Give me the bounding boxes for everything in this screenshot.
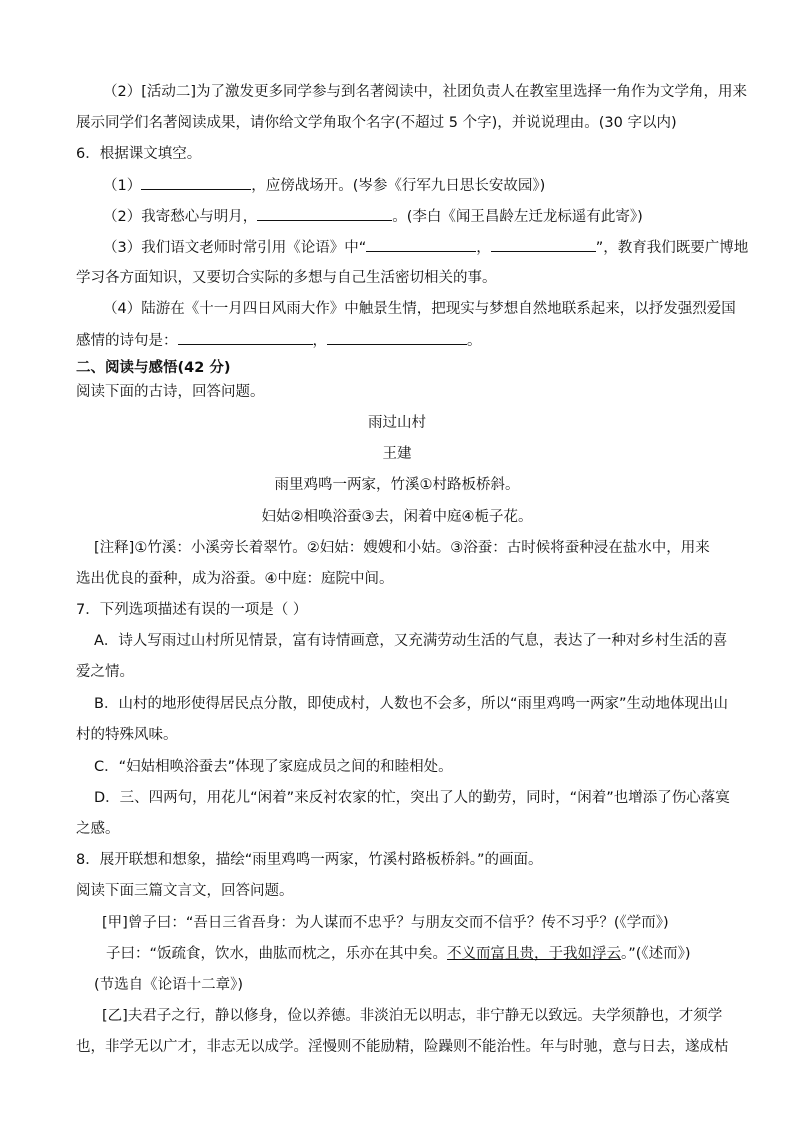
- classical-yi-line1: [乙]夫君子之行，静以修身，俭以养德。非淡泊无以明志，非宁静无以致远。夫学须静也，才须学: [102, 1008, 723, 1024]
- underlined-sentence: 不义而富且贵，于我如浮云: [447, 946, 622, 962]
- classical-jia-text: 子曰：“饭疏食，饮水，曲肱而枕之，乐亦在其中矣。: [106, 946, 448, 962]
- poem-notes-line2: 选出优良的蚕种，成为浴蚕。④中庭：庭院中间。: [76, 571, 394, 587]
- q6-item1: [103, 175, 545, 196]
- answer-blank-1[interactable]: [141, 175, 251, 190]
- poem-line1: 雨里鸡鸣一两家，竹溪①村路板桥斜。: [274, 477, 520, 493]
- q6-item1-suffix: ，应傍战场开。(岑参《行军九日思长安故园》): [251, 178, 546, 194]
- classical-jia-source: 。”(《述而》): [621, 946, 691, 962]
- q6-item4-line2: [76, 330, 482, 351]
- q6-item3-prefix: （3）我们语文老师时常引用《论语》中“: [103, 240, 367, 256]
- q5-2-line2: 展示同学们名著阅读成果，请你给文学角取个名字(不超过 5 个字)，并说说理由。(30 字以内): [76, 115, 677, 131]
- q6-item3-middle: ，: [476, 240, 491, 256]
- q6-item3: [103, 237, 748, 258]
- q6-item2-suffix: 。(李白《闻王昌龄左迁龙标遥有此寄》): [392, 209, 643, 225]
- classical-source: (节选自《论语十二章》): [94, 977, 244, 993]
- q7-option-d-line2: 之感。: [76, 821, 120, 837]
- poem-line2: 妇姑②相唤浴蚕③去，闲着中庭④栀子花。: [261, 509, 533, 525]
- q6-item3-suffix: ”，教育我们既要广博地: [595, 240, 749, 256]
- q8-stem: 8．展开联想和想象，描绘“雨里鸡鸣一两家，竹溪村路板桥斜。”的画面。: [76, 852, 543, 868]
- answer-blank-4b[interactable]: [327, 330, 467, 345]
- answer-blank-3a[interactable]: [366, 237, 476, 252]
- q7-option-a-line1[interactable]: A．诗人写雨过山村所见情景，富有诗情画意，又充满劳动生活的气息，表达了一种对乡村生活的喜: [94, 633, 728, 649]
- q7-option-b-line2: 村的特殊风味。: [76, 727, 178, 743]
- q5-2-line1: （2）[活动二]为了激发更多同学参与到名著阅读中，社团负责人在教室里选择一角作为文学角，用来: [103, 84, 748, 100]
- q6-item3-line2: 学习各方面知识，又要切合实际的多想与自己生活密切相关的事。: [76, 270, 497, 286]
- q7-option-b-line1[interactable]: B．山村的地形使得居民点分散，即使成村，人数也不会多，所以“雨里鸡鸣一两家”生动地体现出山: [94, 696, 728, 712]
- q7-option-c[interactable]: C．“妇姑相唤浴蚕去”体现了家庭成员之间的和睦相处。: [94, 759, 453, 775]
- section-intro: 阅读下面的古诗，回答问题。: [76, 384, 265, 400]
- q7-option-d-line1[interactable]: D．三、四两句，用花儿“闲着”来反衬农家的忙，突出了人的勤劳，同时，“闲着”也增添了伤心落寞: [94, 790, 730, 806]
- q7-stem: 7．下列选项描述有误的一项是（ ）: [76, 602, 308, 618]
- answer-blank-3b[interactable]: [491, 237, 596, 252]
- section-heading: 二、阅读与感悟(42 分): [76, 360, 231, 376]
- classical-jia-line2: [106, 944, 691, 964]
- poem-author: 王建: [382, 446, 412, 462]
- q6-item4-suffix: 。: [467, 333, 482, 349]
- answer-blank-2[interactable]: [257, 206, 392, 221]
- q6-item2: [103, 206, 643, 227]
- q6-item4-line1: （4）陆游在《十一月四日风雨大作》中触景生情，把现实与梦想自然地联系起来，以抒发强烈爱国: [103, 301, 736, 317]
- q6-item2-prefix: （2）我寄愁心与明月，: [103, 209, 258, 225]
- q7-option-a-line2: 爱之情。: [76, 664, 134, 680]
- poem-notes-line1: [注释]①竹溪：小溪旁长着翠竹。②妇姑：嫂嫂和小姑。③浴蚕：古时候将蚕种浸在盐水中，用来: [94, 540, 710, 556]
- q6-item1-prefix: （1）: [103, 178, 142, 194]
- q6-item4-middle: ，: [312, 333, 327, 349]
- q6-title: 6．根据课文填空。: [76, 146, 202, 162]
- answer-blank-4a[interactable]: [178, 330, 313, 345]
- classical-jia-line1: [甲]曾子曰：“吾日三省吾身：为人谋而不忠乎？与朋友交而不信乎？传不习乎？(《学而》): [102, 915, 669, 931]
- poem-title: 雨过山村: [368, 415, 426, 431]
- classical-intro: 阅读下面三篇文言文，回答问题。: [76, 883, 294, 899]
- classical-yi-line2: 也，非学无以广才，非志无以成学。淫慢则不能励精，险躁则不能治性。年与时驰，意与日去，遂成枯: [76, 1039, 729, 1055]
- q6-item4-prefix: 感情的诗句是：: [76, 333, 178, 349]
